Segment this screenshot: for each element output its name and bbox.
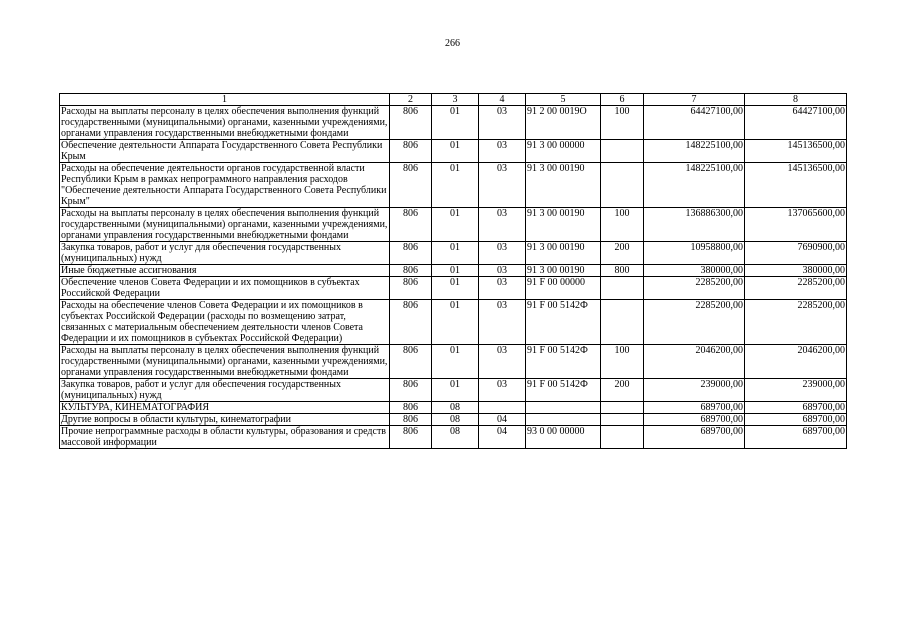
ministry-code: 806 — [390, 402, 432, 414]
row-name: Иные бюджетные ассигнования — [60, 265, 390, 277]
table-row — [60, 242, 847, 265]
expense-type-code — [601, 426, 644, 449]
amount-year-2: 689700,00 — [745, 414, 847, 426]
section-code: 01 — [432, 140, 479, 163]
target-item-code: 91 3 00 00190 — [526, 265, 601, 277]
row-name: КУЛЬТУРА, КИНЕМАТОГРАФИЯ — [60, 402, 390, 414]
target-item-code: 93 0 00 00000 — [526, 426, 601, 449]
subsection-code: 03 — [479, 140, 526, 163]
amount-year-2: 2285200,00 — [745, 277, 847, 300]
expense-type-code: 100 — [601, 208, 644, 242]
expense-type-code: 100 — [601, 106, 644, 140]
row-name: Расходы на выплаты персоналу в целях обеспечения выполнения функций государственными (муниципальными) органами, казенными учреждениями, органами управления государственными внебюджетными фондами — [60, 345, 390, 379]
table-row — [60, 414, 847, 426]
column-header: 3 — [432, 94, 479, 106]
target-item-code — [526, 414, 601, 426]
table-row — [60, 106, 847, 140]
amount-year-2: 64427100,00 — [745, 106, 847, 140]
amount-year-2: 239000,00 — [745, 379, 847, 402]
amount-year-1: 380000,00 — [644, 265, 745, 277]
subsection-code — [479, 402, 526, 414]
ministry-code: 806 — [390, 300, 432, 345]
subsection-code: 04 — [479, 414, 526, 426]
amount-year-1: 2285200,00 — [644, 277, 745, 300]
expense-type-code — [601, 402, 644, 414]
expense-type-code: 100 — [601, 345, 644, 379]
expense-type-code — [601, 414, 644, 426]
table-row — [60, 208, 847, 242]
amount-year-1: 2046200,00 — [644, 345, 745, 379]
subsection-code: 03 — [479, 300, 526, 345]
target-item-code: 91 F 00 5142Ф — [526, 345, 601, 379]
amount-year-1: 689700,00 — [644, 414, 745, 426]
amount-year-2: 689700,00 — [745, 426, 847, 449]
target-item-code: 91 F 00 00000 — [526, 277, 601, 300]
ministry-code: 806 — [390, 208, 432, 242]
amount-year-1: 2285200,00 — [644, 300, 745, 345]
subsection-code: 03 — [479, 265, 526, 277]
amount-year-1: 689700,00 — [644, 426, 745, 449]
section-code: 01 — [432, 208, 479, 242]
row-name: Обеспечение деятельности Аппарата Государственного Совета Республики Крым — [60, 140, 390, 163]
table-row — [60, 300, 847, 345]
budget-table — [59, 93, 847, 449]
table-row — [60, 277, 847, 300]
subsection-code: 03 — [479, 106, 526, 140]
target-item-code: 91 3 00 00190 — [526, 208, 601, 242]
column-header: 7 — [644, 94, 745, 106]
table-row — [60, 163, 847, 208]
row-name: Обеспечение членов Совета Федерации и их помощников в субъектах Российской Федерации — [60, 277, 390, 300]
ministry-code: 806 — [390, 426, 432, 449]
ministry-code: 806 — [390, 106, 432, 140]
table-row — [60, 345, 847, 379]
target-item-code: 91 F 00 5142Ф — [526, 379, 601, 402]
ministry-code: 806 — [390, 140, 432, 163]
target-item-code: 91 3 00 00190 — [526, 163, 601, 208]
amount-year-1: 239000,00 — [644, 379, 745, 402]
target-item-code — [526, 402, 601, 414]
amount-year-2: 380000,00 — [745, 265, 847, 277]
subsection-code: 04 — [479, 426, 526, 449]
column-header: 1 — [60, 94, 390, 106]
target-item-code: 91 3 00 00000 — [526, 140, 601, 163]
row-name: Расходы на обеспечение членов Совета Федерации и их помощников в субъектах Российской Федерации (расходы по возмещению затрат, связанных с материальным обеспечением деятельности членов Совета Федерации и их помощников в субъектах Российской Федерации) — [60, 300, 390, 345]
column-header: 2 — [390, 94, 432, 106]
section-code: 01 — [432, 163, 479, 208]
section-code: 01 — [432, 242, 479, 265]
target-item-code: 91 3 00 00190 — [526, 242, 601, 265]
ministry-code: 806 — [390, 345, 432, 379]
amount-year-2: 689700,00 — [745, 402, 847, 414]
target-item-code: 91 F 00 5142Ф — [526, 300, 601, 345]
ministry-code: 806 — [390, 242, 432, 265]
amount-year-1: 148225100,00 — [644, 163, 745, 208]
amount-year-1: 10958800,00 — [644, 242, 745, 265]
amount-year-2: 145136500,00 — [745, 163, 847, 208]
amount-year-2: 137065600,00 — [745, 208, 847, 242]
table-row — [60, 402, 847, 414]
row-name: Другие вопросы в области культуры, кинематографии — [60, 414, 390, 426]
amount-year-1: 148225100,00 — [644, 140, 745, 163]
row-name: Расходы на выплаты персоналу в целях обеспечения выполнения функций государственными (муниципальными) органами, казенными учреждениями, органами управления государственными внебюджетными фондами — [60, 106, 390, 140]
ministry-code: 806 — [390, 379, 432, 402]
section-code: 01 — [432, 379, 479, 402]
expense-type-code — [601, 277, 644, 300]
section-code: 01 — [432, 106, 479, 140]
expense-type-code — [601, 300, 644, 345]
subsection-code: 03 — [479, 277, 526, 300]
amount-year-2: 145136500,00 — [745, 140, 847, 163]
section-code: 01 — [432, 300, 479, 345]
header-row — [60, 94, 847, 106]
expense-type-code — [601, 163, 644, 208]
target-item-code: 91 2 00 0019О — [526, 106, 601, 140]
amount-year-2: 2046200,00 — [745, 345, 847, 379]
ministry-code: 806 — [390, 414, 432, 426]
amount-year-2: 2285200,00 — [745, 300, 847, 345]
subsection-code: 03 — [479, 163, 526, 208]
subsection-code: 03 — [479, 242, 526, 265]
section-code: 01 — [432, 265, 479, 277]
amount-year-2: 7690900,00 — [745, 242, 847, 265]
section-code: 08 — [432, 414, 479, 426]
amount-year-1: 136886300,00 — [644, 208, 745, 242]
section-code: 08 — [432, 402, 479, 414]
column-header: 8 — [745, 94, 847, 106]
row-name: Расходы на выплаты персоналу в целях обеспечения выполнения функций государственными (муниципальными) органами, казенными учреждениями, органами управления государственными внебюджетными фондами — [60, 208, 390, 242]
amount-year-1: 64427100,00 — [644, 106, 745, 140]
section-code: 01 — [432, 277, 479, 300]
subsection-code: 03 — [479, 379, 526, 402]
row-name: Расходы на обеспечение деятельности органов государственной власти Республики Крым в рамках непрограммного направления расходов "Обеспечение деятельности Аппарата Государственного Совета Республики Крым" — [60, 163, 390, 208]
table-row — [60, 379, 847, 402]
table-row — [60, 265, 847, 277]
page-number: 266 — [445, 38, 460, 49]
expense-type-code — [601, 140, 644, 163]
row-name: Закупка товаров, работ и услуг для обеспечения государственных (муниципальных) нужд — [60, 242, 390, 265]
expense-type-code: 800 — [601, 265, 644, 277]
table-row — [60, 140, 847, 163]
ministry-code: 806 — [390, 163, 432, 208]
subsection-code: 03 — [479, 345, 526, 379]
section-code: 08 — [432, 426, 479, 449]
column-header: 4 — [479, 94, 526, 106]
column-header: 5 — [526, 94, 601, 106]
section-code: 01 — [432, 345, 479, 379]
expense-type-code: 200 — [601, 242, 644, 265]
row-name: Закупка товаров, работ и услуг для обеспечения государственных (муниципальных) нужд — [60, 379, 390, 402]
row-name: Прочие непрограммные расходы в области культуры, образования и средств массовой информации — [60, 426, 390, 449]
expense-type-code: 200 — [601, 379, 644, 402]
ministry-code: 806 — [390, 265, 432, 277]
column-header: 6 — [601, 94, 644, 106]
amount-year-1: 689700,00 — [644, 402, 745, 414]
subsection-code: 03 — [479, 208, 526, 242]
ministry-code: 806 — [390, 277, 432, 300]
table-row — [60, 426, 847, 449]
